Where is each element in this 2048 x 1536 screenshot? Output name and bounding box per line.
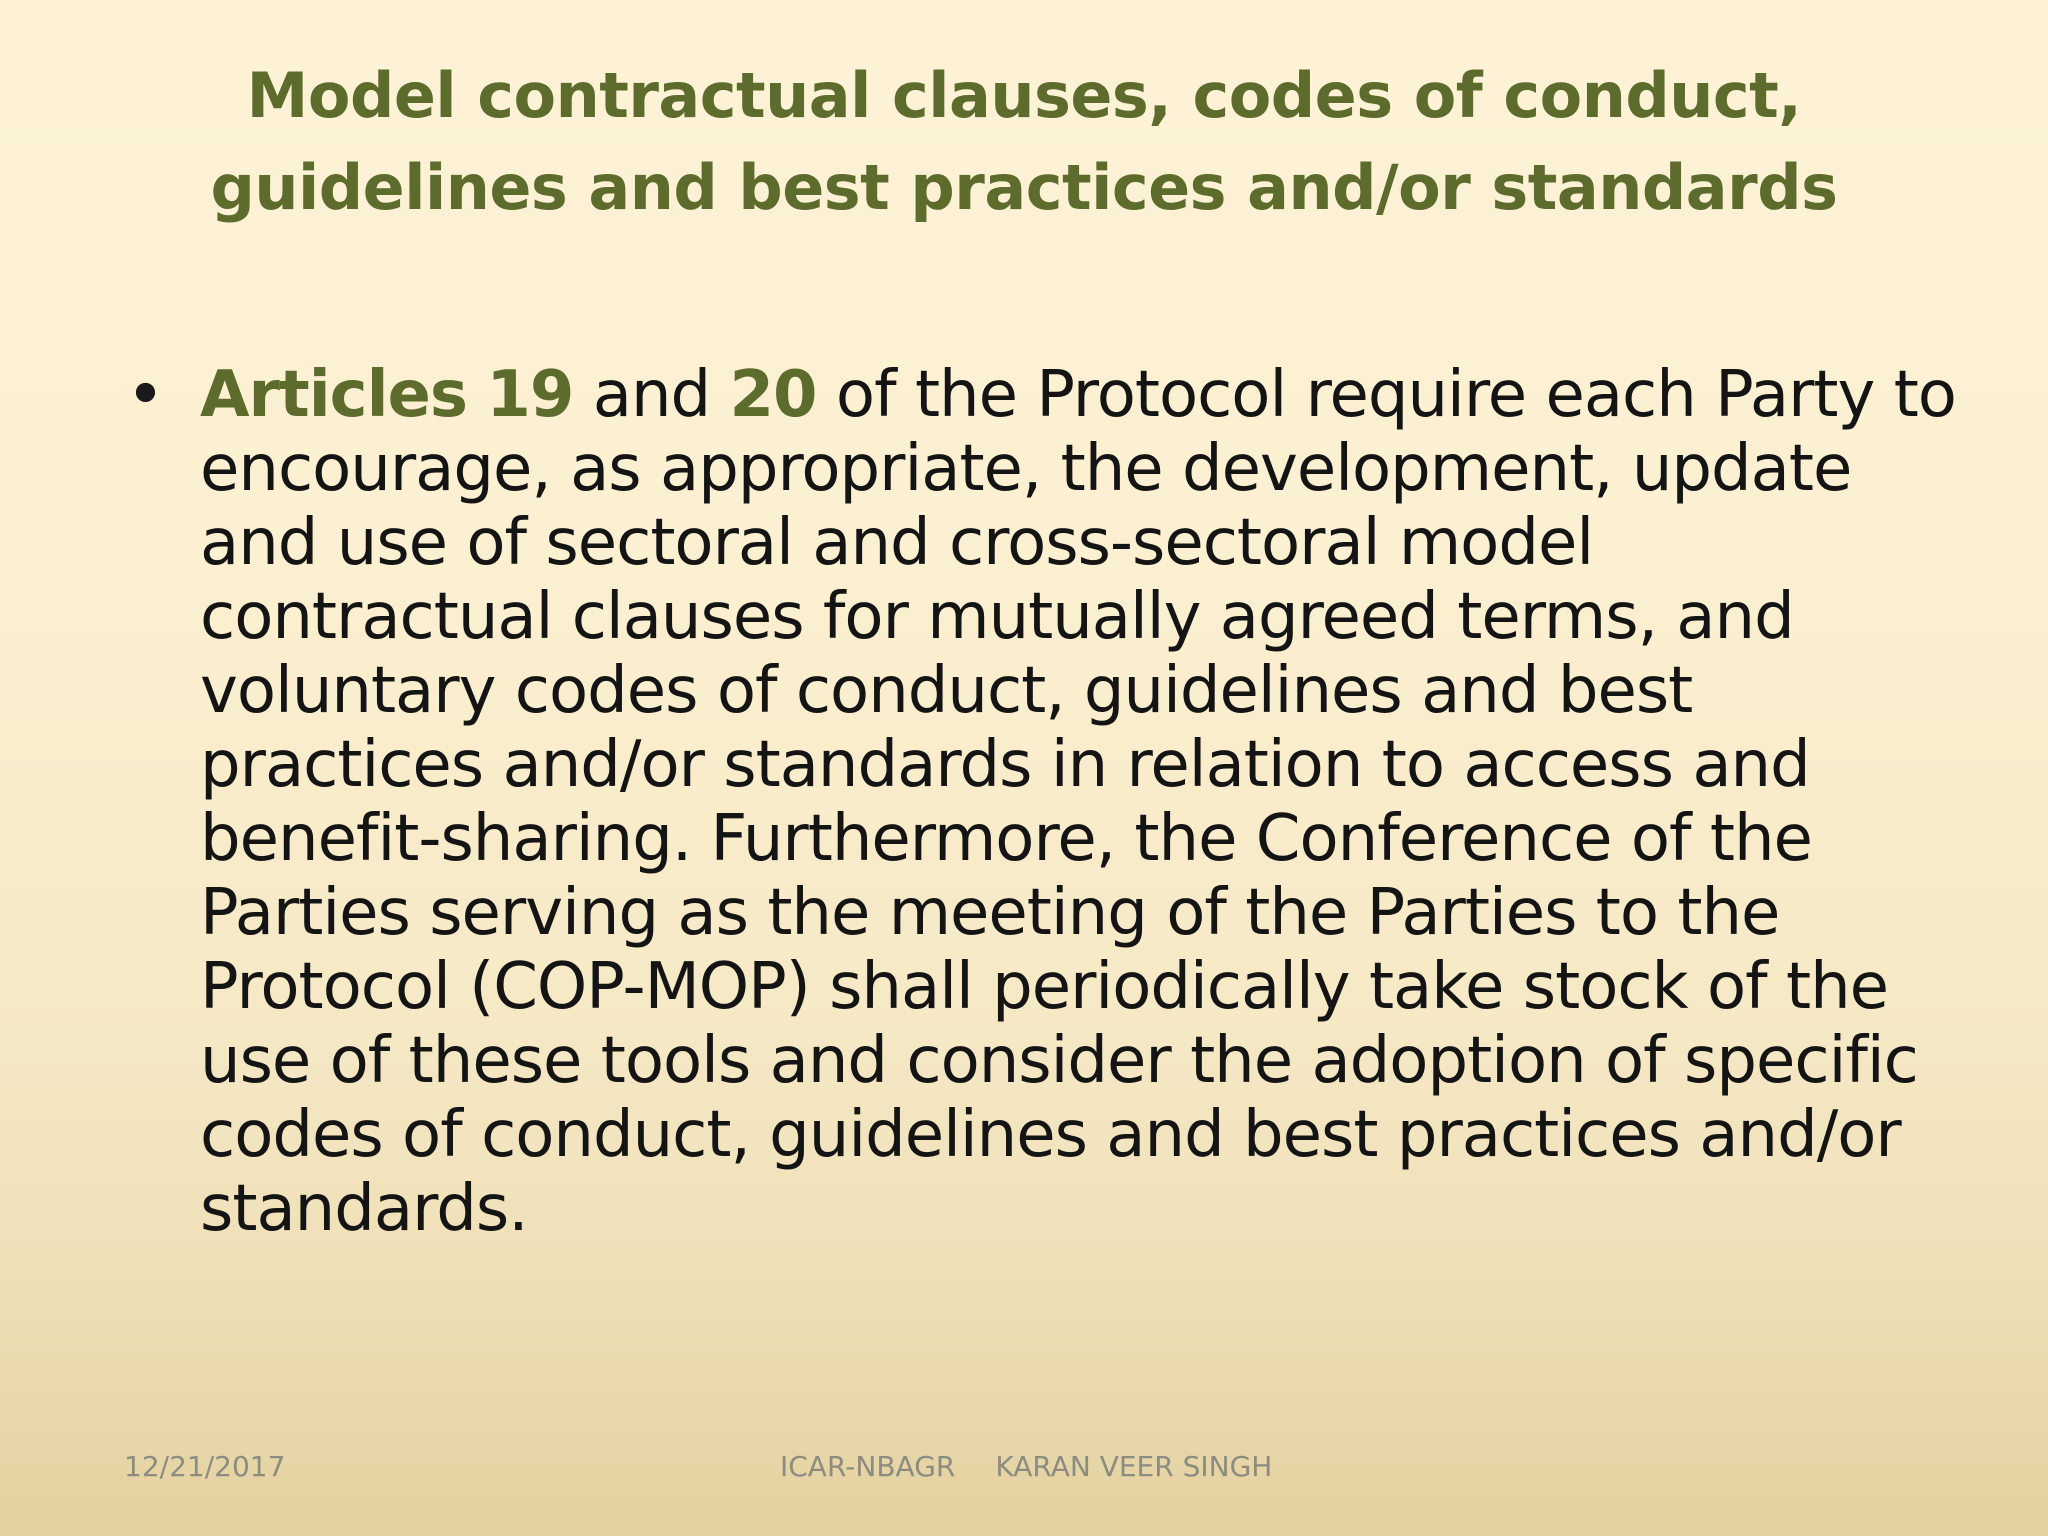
slide-title [100, 50, 1948, 234]
bullet-line: encourage, as appropriate, the development, update [200, 432, 1852, 506]
title-line-1: Model contractual clauses, codes of conduct, [246, 59, 1802, 132]
bullet-line: contractual clauses for mutually agreed terms, and [200, 580, 1794, 654]
articles-label: Articles [200, 358, 467, 432]
bullet-line: use of these tools and consider the adoption of specific [200, 1024, 1918, 1098]
bullet-dot-icon: • [126, 356, 165, 433]
footer-date: 12/21/2017 [124, 1450, 286, 1483]
conjunction: and [592, 358, 711, 432]
bullet-line: Parties serving as the meeting of the Parties to the [200, 876, 1780, 950]
footer-center [780, 1450, 1272, 1484]
footer-author: KARAN VEER SINGH [995, 1450, 1273, 1483]
bullet-line: practices and/or standards in relation to access and [200, 728, 1810, 802]
bullet-line: codes of conduct, guidelines and best practices and/or [200, 1098, 1901, 1172]
bullet-text [200, 358, 1956, 1246]
title-line-2: guidelines and best practices and/or standards [210, 151, 1838, 224]
article-number-20: 20 [729, 358, 817, 432]
bullet-line: benefit-sharing. Furthermore, the Conference of the [200, 802, 1812, 876]
first-line-rest: of the Protocol require each Party to [835, 358, 1956, 432]
bullet-line-1 [200, 358, 1956, 432]
bullet-line: and use of sectoral and cross-sectoral model [200, 506, 1594, 580]
bullet-line: voluntary codes of conduct, guidelines and best [200, 654, 1693, 728]
bullet-line: standards. [200, 1172, 528, 1246]
article-number-19: 19 [486, 358, 574, 432]
bullet-line: Protocol (COP-MOP) shall periodically take stock of the [200, 950, 1888, 1024]
footer-org: ICAR-NBAGR [780, 1450, 956, 1483]
